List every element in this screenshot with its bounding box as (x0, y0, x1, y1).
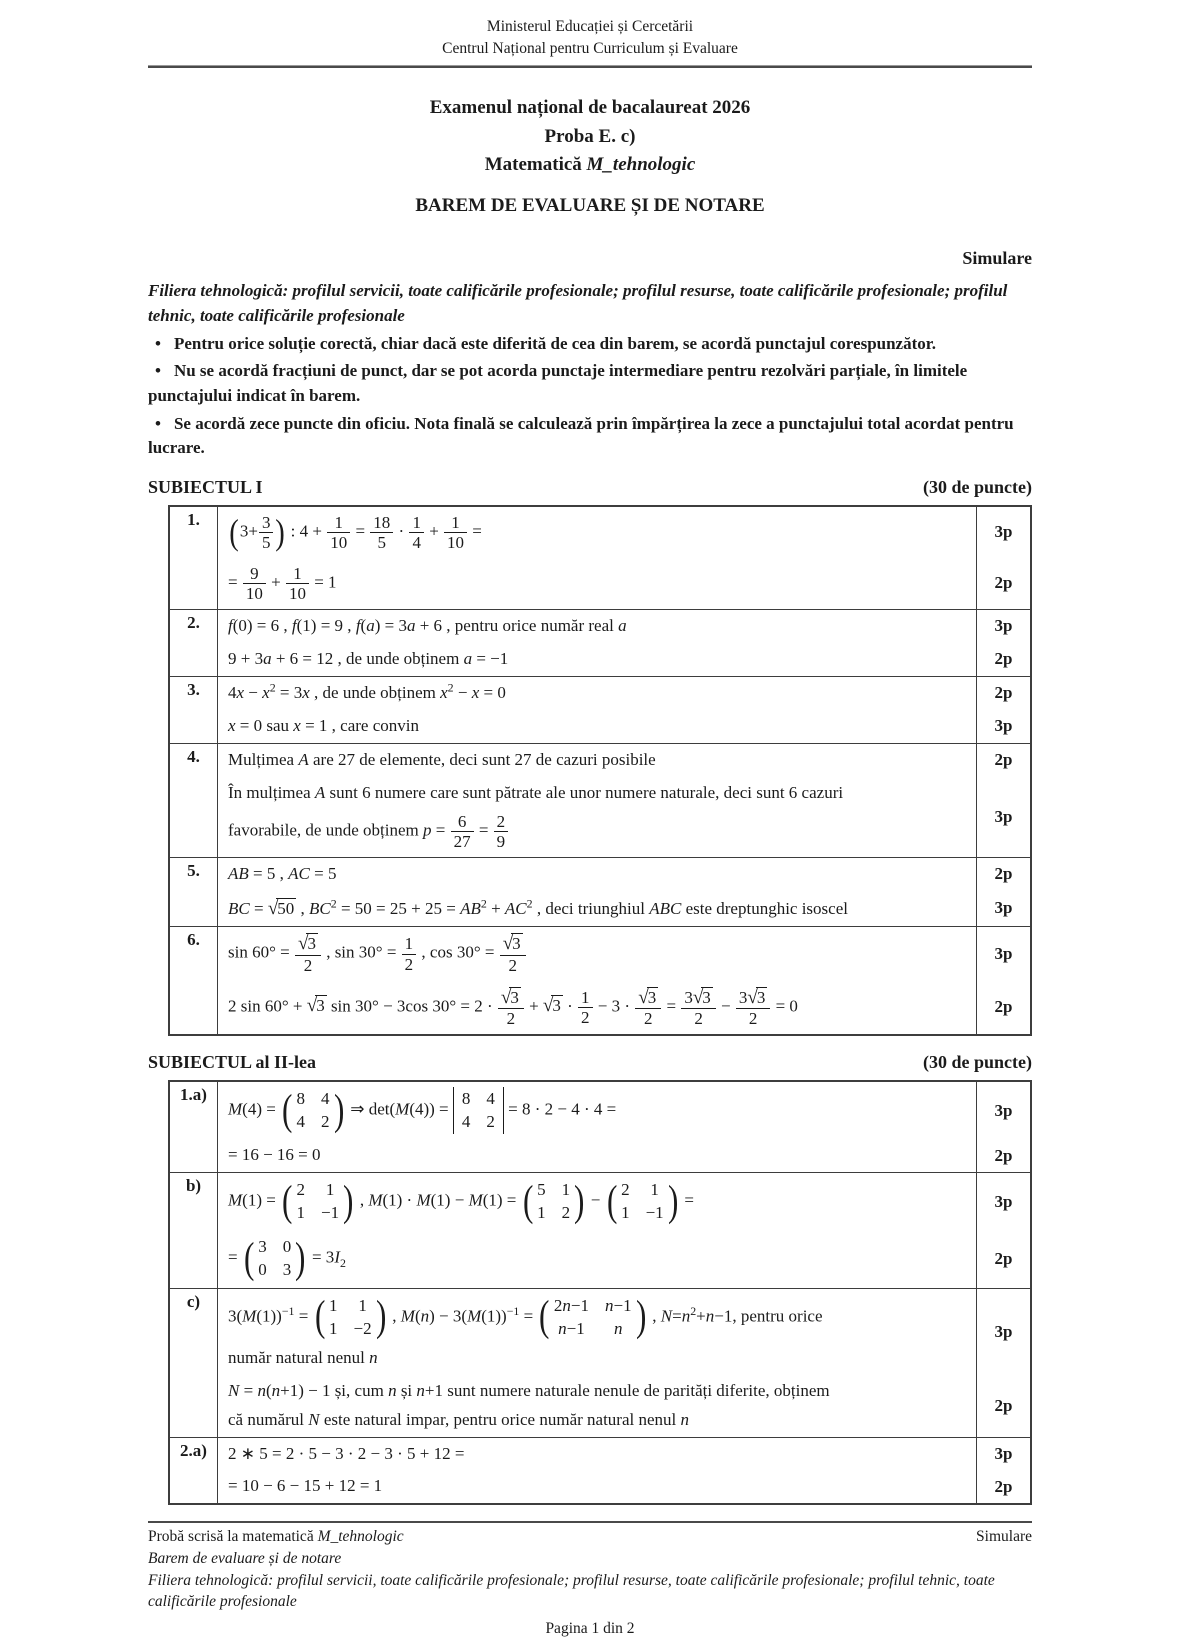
solution-content (218, 1375, 976, 1437)
scoring-item (218, 1289, 1030, 1375)
bullet-icon: • (155, 361, 161, 381)
ministry-line1: Ministerul Educației și Cercetării (486, 18, 694, 35)
scoring-item (218, 1082, 1030, 1139)
footer-filiera-line: Filiera tehnologică: profilul servicii, toate calificările profesionale; profilul resurse, toate calificările profesionale; profilul tehnic, toate calificările profesionale (148, 1571, 995, 1611)
math-line: $3(M(1))^{-1}$ = ( 1 1 1 −2 ) , $M(n) - 3(M(1))^{-1}$ = ( 2n−1 n−1 n−1 n ) , $N=n^2+n-1$, pentru orice (228, 1292, 823, 1341)
math-line: Mulțimea A are 27 de elemente, deci sunt 27 de cazuri posibile (228, 749, 656, 769)
points-badge: 3p (976, 1173, 1030, 1230)
solution-content (218, 507, 976, 558)
question-number: 6. (170, 927, 218, 1034)
scoring-item (218, 643, 1030, 676)
points-badge: 3p (976, 710, 1030, 743)
scoring-item (218, 858, 1030, 891)
title-block (148, 94, 1032, 220)
scoring-item (218, 891, 1030, 927)
math-line: f(0) = 6 , f(1) = 9 , f(a) = 3a + 6 , pentru orice număr real a (228, 615, 627, 635)
sections-container (148, 477, 1032, 1506)
math-line: (3+ $\frac{3}{5}$ ) : 4 + $\frac{1}{10}$ = $\frac{18}{5}$ · $\frac{1}{4}$ + $\frac{1}{10}$ = (229, 512, 482, 553)
points-badge: 2p (976, 1470, 1030, 1503)
math-line: BC = √50 , $BC^2 = 50 = 25 + 25 = AB^2 + AC^2$ , deci triunghiul ABC este dreptunghic isoscel (228, 895, 848, 919)
points-badge: 2p (976, 1230, 1030, 1287)
solution-content (218, 1289, 976, 1375)
footer-left (148, 1526, 404, 1548)
math-line: favorabile, de unde obținem p = $\frac{6}{27}$ = $\frac{2}{9}$ (228, 808, 970, 855)
section-points: (30 de puncte) (923, 1052, 1032, 1073)
ministry-line2: Centrul Național pentru Curriculum și Evaluare (442, 39, 738, 57)
solution-content (218, 610, 976, 643)
bullet-item-1: • Pentru orice soluție corectă, chiar dacă este diferită de cea din barem, se acordă punctajul corespunzător. (148, 332, 1032, 357)
points-badge: 2p (976, 643, 1030, 676)
fraction: $\frac{1}{2}$ (577, 987, 594, 1028)
solution-content (218, 1139, 976, 1172)
math-line: x = 0 sau x = 1 , care convin (228, 715, 419, 735)
bullet-icon: • (155, 333, 161, 353)
question-body (218, 744, 1030, 857)
math-line: $4x - x^2 = 3x$ , de unde obținem $x^2 - x = 0$ (228, 680, 506, 702)
sqrt-radical: √3 (297, 933, 316, 955)
footer-divider (148, 1521, 1032, 1523)
points-badge: 3p (976, 1289, 1030, 1375)
points-badge: 2p (976, 558, 1030, 609)
ministry-header (148, 16, 1032, 59)
solution-content (218, 677, 976, 710)
points-badge: 3p (976, 777, 1030, 857)
table-row (170, 1437, 1030, 1504)
points-badge: 2p (976, 1375, 1030, 1437)
sqrt-radical: √3 (502, 933, 521, 955)
fraction: $\frac{1}{10}$ (326, 512, 351, 553)
subject-profile: M_tehnologic (586, 154, 696, 176)
matrix: ( 1 1 1 −2 ) (314, 1292, 387, 1341)
fraction: $\frac{18}{5}$ (369, 512, 394, 553)
footer-barem-line: Barem de evaluare și de notare (148, 1550, 342, 1568)
determinant: 8 4 4 2 (453, 1087, 504, 1134)
table-row (170, 743, 1030, 857)
solution-content (218, 1438, 976, 1471)
scoring-item (218, 1230, 1030, 1287)
question-number: 4. (170, 744, 218, 857)
matrix: ( 2 1 1 −1 ) (606, 1176, 679, 1225)
table-row (170, 676, 1030, 743)
solution-content (218, 777, 976, 857)
matrix: ( 3 0 0 3 ) (243, 1234, 306, 1282)
scoring-item (218, 1470, 1030, 1503)
solution-content (218, 927, 976, 980)
question-number: b) (170, 1173, 218, 1287)
fraction: $\frac{1}{10}$ (285, 563, 310, 604)
scoring-item (218, 777, 1030, 857)
table-row (170, 507, 1030, 609)
table-row (170, 926, 1030, 1034)
points-badge: 3p (976, 927, 1030, 980)
points-badge: 3p (976, 1082, 1030, 1139)
question-body (218, 507, 1030, 609)
question-number: c) (170, 1289, 218, 1437)
points-badge: 2p (976, 744, 1030, 777)
section-heading-2 (148, 1052, 1032, 1073)
question-body (218, 610, 1030, 676)
question-number: 3. (170, 677, 218, 743)
scoring-item (218, 677, 1030, 710)
fraction: $\frac{1}{10}$ (443, 512, 468, 553)
solution-content (218, 891, 976, 927)
solution-content (218, 1082, 976, 1139)
exam-title: Examenul național de bacalaureat 2026 (429, 97, 751, 119)
subject-prefix: Matematică (484, 154, 587, 176)
math-line: = 10 − 6 − 15 + 12 = 1 (228, 1476, 383, 1496)
bullet-list (148, 332, 1032, 461)
table-row (170, 1288, 1030, 1437)
header-divider (148, 65, 1032, 68)
points-badge: 3p (976, 891, 1030, 927)
points-badge: 2p (976, 981, 1030, 1034)
table-row (170, 1172, 1030, 1287)
question-body (218, 927, 1030, 1034)
scoring-item (218, 981, 1030, 1034)
fraction: $\frac{√3}{2}$ (497, 986, 525, 1029)
math-line: număr natural nenul n (228, 1347, 378, 1367)
scoring-item (218, 610, 1030, 643)
math-line: sin 60° = $\frac{√3}{2}$ , sin 30° = $\frac{1}{2}$ , cos 30° = $\frac{√3}{2}$ (228, 929, 970, 978)
page-footer (148, 1521, 1032, 1639)
proba-title: Proba E. c) (544, 125, 636, 147)
solution-content (218, 981, 976, 1034)
solution-content (218, 1173, 976, 1230)
fraction: $\frac{6}{27}$ (450, 811, 475, 852)
math-line: 2 sin 60° + √3 sin 30° − 3cos 30° = 2 · $\frac{√3}{2}$ + √3 · $\frac{1}{2}$ − 3 · $\frac{√3}{2}$ = $\frac{3√3}{2}$ − $\frac{3√3}{2}$ = 0 (228, 986, 798, 1028)
math-line: M(1) = ( 2 1 1 −1 ) , M(1) · M(1) − M(1) = ( 5 1 1 2 ) − ( 2 1 1 −1 ) = (228, 1176, 694, 1225)
footer-left-profile: M_tehnologic (317, 1528, 404, 1546)
points-badge: 3p (976, 610, 1030, 643)
filiera-paragraph: Filiera tehnologică: profilul servicii, toate calificările profesionale; profilul resurse, toate calificările profesionale; profilul tehnic, toate calificările profesionale (148, 281, 1008, 326)
section-points: (30 de puncte) (923, 476, 1032, 497)
math-line: = $\frac{9}{10}$ + $\frac{1}{10}$ = 1 (228, 563, 337, 603)
footer-left-prefix: Probă scrisă la matematică (148, 1528, 318, 1546)
sqrt-radical: √3 (638, 986, 657, 1008)
fraction: $\frac{2}{9}$ (493, 811, 510, 852)
math-line: În mulțimea A sunt 6 numere care sunt pătrate ale unor numere naturale, deci sunt 6 cazuri (228, 782, 844, 802)
fraction: $\frac{9}{10}$ (242, 563, 267, 604)
solution-content (218, 710, 976, 743)
fraction: $\frac{1}{2}$ (401, 933, 418, 974)
rubric-table-1 (168, 505, 1032, 1036)
solution-content (218, 858, 976, 891)
sqrt-radical: √50 (267, 897, 295, 919)
question-number: 2. (170, 610, 218, 676)
fraction: $\frac{√3}{2}$ (634, 986, 662, 1029)
bullet-item-3: • Se acordă zece puncte din oficiu. Nota finală se calculează prin împărțirea la zece a punctajului total acordat pentru lucrare. (148, 413, 1014, 458)
solution-content (218, 1230, 976, 1287)
sqrt-radical: √3 (542, 995, 561, 1017)
matrix: ( 5 1 1 2 ) (522, 1176, 585, 1225)
solution-content (218, 643, 976, 676)
page-number: Pagina 1 din 2 (545, 1620, 635, 1638)
question-body (218, 1438, 1030, 1504)
scoring-item (218, 1438, 1030, 1471)
sqrt-radical: √3 (500, 986, 519, 1008)
math-line: N = n(n+1) − 1 și, cum n și n+1 sunt numere naturale nenule de parități diferite, obținem (228, 1380, 830, 1400)
footer-simulare: Simulare (976, 1528, 1032, 1546)
scoring-item (218, 1375, 1030, 1437)
question-number: 1.a) (170, 1082, 218, 1172)
simulare-label: Simulare (962, 248, 1032, 269)
scoring-item (218, 507, 1030, 558)
section-heading-1 (148, 477, 1032, 498)
fraction: $\frac{3√3}{2}$ (735, 986, 771, 1029)
section-title: SUBIECTUL al II-lea (148, 1052, 317, 1073)
points-badge: 2p (976, 677, 1030, 710)
fraction: $\frac{3√3}{2}$ (680, 986, 716, 1029)
table-row (170, 609, 1030, 676)
question-body (218, 1289, 1030, 1437)
math-line: = ( 3 0 0 3 ) = $3I_2$ (228, 1234, 346, 1282)
fraction: $\frac{√3}{2}$ (294, 932, 322, 975)
barem-title: BAREM DE EVALUARE ȘI DE NOTARE (415, 194, 765, 216)
math-line: 9 + 3a + 6 = 12 , de unde obținem a = −1 (228, 648, 509, 668)
question-number: 1. (170, 507, 218, 609)
math-line: 2 ∗ 5 = 2 · 5 − 3 · 2 − 3 · 5 + 12 = (228, 1443, 465, 1463)
solution-content (218, 558, 976, 609)
section-title: SUBIECTUL I (148, 476, 263, 497)
solution-content (218, 744, 976, 777)
question-number: 5. (170, 858, 218, 927)
sqrt-radical: √3 (692, 986, 711, 1008)
scoring-item (218, 710, 1030, 743)
bullet-item-2: • Nu se acordă fracțiuni de punct, dar se pot acorda punctaje intermediare pentru rezolvări parțiale, în limitele punctajului indicat în barem. (148, 361, 968, 405)
fraction: $\frac{3}{5}$ (258, 512, 275, 553)
math-line: că numărul N este natural impar, pentru orice număr natural nenul n (228, 1409, 689, 1429)
subject-title (148, 151, 1032, 180)
rubric-table-2 (168, 1080, 1032, 1505)
matrix: ( 8 4 4 2 ) (282, 1085, 344, 1134)
scoring-item (218, 1139, 1030, 1172)
math-line: = 16 − 16 = 0 (228, 1145, 321, 1165)
question-body (218, 677, 1030, 743)
points-badge: 2p (976, 858, 1030, 891)
scoring-item (218, 1173, 1030, 1230)
question-body (218, 1173, 1030, 1287)
footer-row-1 (148, 1526, 1032, 1548)
scoring-item (218, 558, 1030, 609)
document-page (148, 0, 1032, 1640)
points-badge: 2p (976, 1139, 1030, 1172)
table-row (170, 1082, 1030, 1172)
solution-content (218, 1470, 976, 1503)
sqrt-radical: √3 (747, 986, 766, 1008)
question-number: 2.a) (170, 1438, 218, 1504)
points-badge: 3p (976, 1438, 1030, 1471)
matrix: ( 2n−1 n−1 n−1 n ) (539, 1292, 647, 1341)
math-line: M(4) = ( 8 4 4 2 ) ⇒ det(M(4)) = 8 4 4 2 = 8 · 2 − 4 · 4 = (228, 1085, 617, 1134)
question-body (218, 1082, 1030, 1172)
scoring-item (218, 744, 1030, 777)
bullet-icon: • (155, 413, 161, 433)
points-badge: 3p (976, 507, 1030, 558)
fraction: $\frac{1}{4}$ (408, 512, 425, 553)
scoring-item (218, 927, 1030, 980)
question-body (218, 858, 1030, 927)
math-line: AB = 5 , AC = 5 (228, 863, 337, 883)
table-row (170, 857, 1030, 927)
sqrt-radical: √3 (306, 995, 325, 1017)
fraction: $\frac{√3}{2}$ (499, 932, 527, 975)
matrix: ( 2 1 1 −1 ) (282, 1176, 354, 1225)
